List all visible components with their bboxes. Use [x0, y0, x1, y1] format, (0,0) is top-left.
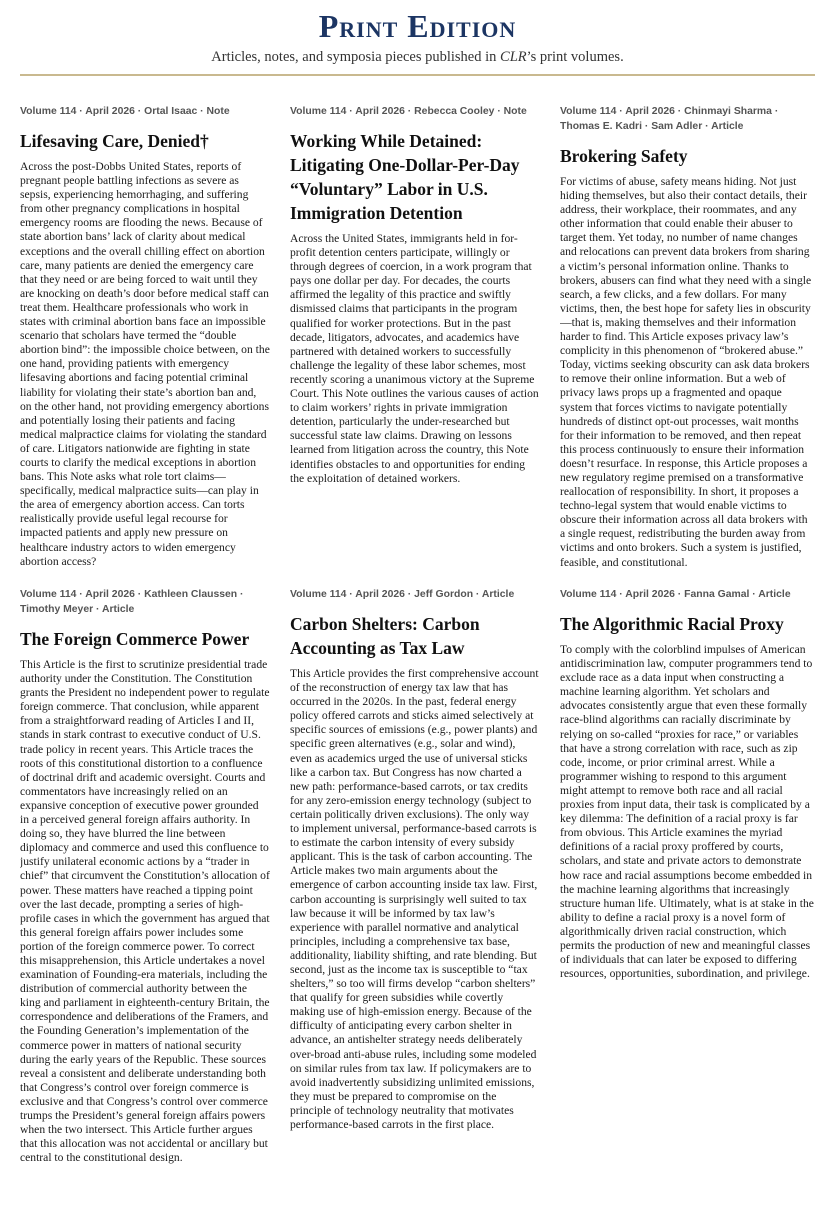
article-title-link[interactable]: The Foreign Commerce Power [20, 629, 250, 649]
article-abstract: This Article provides the first comprehensive account of the reconstruction of energy tax law that has occurred in the 2020s. In the past, federal energy policy offered carrots and sticks aimed selectively at specific sources of emissions (e.g., power plants) and specific green alternatives (e.g., solar and wind), even as academics urged the use of universal sticks like a carbon tax. But Congress has now charted a new path: performance-based carrots, or tax credits for any zero-emission energy technology (subject to certain politically driven exclusions). The only way to implement universal, performance-based carrots is to estimate the carbon intensity of every subsidy applicant. This is the task of carbon accounting. The Article makes two main arguments about the emergence of carbon accounting inside tax law. First, carbon accounting is surprisingly well suited to tax law because it will be informed by tax law’s experience with parallel normative and analytical principles, including a comprehensive tax base, additionality, liability shifting, and rate blending. But second, just as the income tax is susceptible to “tax shelters,” so too will firms develop “carbon shelters” that qualify for green subsidies while covertly making use of high-emission energy. Because of the difficulty of anticipating every carbon shelter in advance, an antishelter strategy needs deliberately over-broad anti-abuse rules, including some modeled on similar rules from tax law. If policymakers are to avoid inadvertently subsidizing unlimited emissions, they must be prepared to compromise on the principle of technology neutrality that motivates performance-based carrots in the first place. [290, 667, 539, 1131]
article-meta: Volume 114 · April 2026 · Chinmayi Sharma · Thomas E. Kadri · Sam Adler · Article [560, 106, 779, 132]
subtitle-journal-name: CLR [500, 49, 527, 65]
page-subtitle [0, 48, 835, 66]
article-abstract: Across the United States, immigrants held in for-profit detention centers participate, willingly or through degrees of coercion, in a work program that pays one dollar per day. For decades, the courts affirmed the legality of this practice and swiftly dismissed claims that participants in the program qualified for worker protections. But in the past decade, litigators, advocates, and academics have partnered with detained workers to successfully challenge the legality of these labor schemes, most recently scoring a unanimous victory at the Supreme Court. This Note outlines the various causes of action to claim workers’ rights in private immigration detention, particularly the under-researched but successful state law claims. Drawing on lessons learned from litigation across the country, this Note identifies obstacles to and opportunities for ending the exploitation of detained workers. [290, 232, 539, 485]
article-meta: Volume 114 · April 2026 · Kathleen Claussen · Timothy Meyer · Article [20, 589, 244, 615]
article-title-link[interactable]: Brokering Safety [560, 146, 688, 166]
articles-grid [20, 104, 815, 1207]
article-title-link[interactable]: Carbon Shelters: Carbon Accounting as Tax Law [290, 614, 480, 658]
header-divider [20, 74, 815, 76]
article-meta: Volume 114 · April 2026 · Rebecca Cooley · Note [290, 106, 527, 117]
article-meta: Volume 114 · April 2026 · Jeff Gordon · Article [290, 589, 515, 600]
article-meta: Volume 114 · April 2026 · Ortal Isaac · Note [20, 106, 230, 117]
article-card [290, 104, 540, 579]
article-card [290, 587, 540, 1207]
article-title-link[interactable]: Lifesaving Care, Denied† [20, 131, 209, 151]
article-card [560, 587, 815, 1207]
article-card [560, 104, 815, 579]
article-title-link[interactable]: The Algorithmic Racial Proxy [560, 614, 784, 634]
article-title-link[interactable]: Working While Detained: Litigating One-Dollar-Per-Day “Voluntary” Labor in U.S. Immigration Detention [290, 131, 520, 223]
article-abstract: Across the post-Dobbs United States, reports of pregnant people battling infections as severe as sepsis, experiencing hemorrhaging, and suffering from other pregnancy complications in hospital emergency rooms are flooding the news. Because of state abortion bans’ lack of clarity about medical exceptions and the overall chilling effect on abortion care, many patients are denied the emergency care that they need or are being forced to wait until they are knocking on death’s door before medical staff can treat them. Healthcare professionals who work in states with criminal abortion bans face an impossible scenario that scholars have termed the “double abortion bind”: the impossible choice between, on the one hand, providing patients with emergency lifesaving abortions and facing potential criminal liability for violating their state’s abortion ban and, on the other hand, not providing emergency abortions and potentially losing their patients and facing medical malpractice claims for violating the standard of care. Litigators nationwide are fighting in state courts to clarify the medical exceptions in abortion bans. This Note asks what role tort claims—specifically, medical malpractice suits—can play in the area of emergency abortion access. Can torts realistically provide useful legal recourse for impacted patients and apply new pressure on healthcare industry actors to widen emergency abortion access? [20, 160, 270, 568]
page-title: Print Edition [318, 8, 517, 44]
page-header [0, 0, 835, 66]
subtitle-text-end: ’s print volumes. [526, 49, 624, 65]
subtitle-text-start: Articles, notes, and symposia pieces published in [211, 49, 501, 65]
article-card [20, 587, 270, 1207]
article-card [20, 104, 270, 579]
article-abstract: For victims of abuse, safety means hiding. Not just hiding themselves, but also their contact details, their address, their workplace, their roommates, and any other information that could enable their abuser to target them. Yet today, no number of name changes and relocations can prevent data brokers from sharing a victim’s personal information online. Thanks to brokers, abusers can find what they need with a single search, a few clicks, and a few dollars. For many victims, then, the best hope for safety lies in obscurity—that is, making themselves and their information harder to find. This Article exposes privacy law’s complicity in this phenomenon of “brokered abuse.” Today, victims seeking obscurity can ask data brokers to remove their online information. But a web of privacy laws props up a fragmented and opaque system that forces victims to navigate potentially hundreds of distinct opt-out processes, wait months for their information to be removed, and then repeat this process continuously to ensure their information doesn’t resurface. In response, this Article proposes a new regulatory regime premised on a transformative reallocation of responsibility. In short, it proposes a techno-legal system that would enable victims to obscure their information across all data brokers with a single request, redistributing the burden away from victims and onto brokers. Such a system is justified, feasible, and constitutional. [560, 175, 812, 569]
article-abstract: This Article is the first to scrutinize presidential trade authority under the Constitution. The Constitution grants the President no independent power to regulate foreign commerce. That conclusion, while apparent from a straightforward reading of Articles I and II, stands in stark contrast to executive conduct of U.S. trade policy in recent years. This Article traces the roots of this constitutional distortion to a confluence of doctrinal drift and academic oversight. Courts and commentators have increasingly relied on an expansive conception of executive power grounded in a perceived general foreign affairs authority. In doing so, they have blurred the line between diplomacy and commerce and used this confluence to justify unilateral economic actions by a “trader in chief” that circumvent the Constitution’s allocation of power. These matters have reached a tipping point over the last decade, prompting a series of high-profile cases in which the government has argued that this general foreign affairs power includes some portion of the foreign commerce power. To correct this misapprehension, this Article undertakes a novel examination of Founding-era materials, including the distribution of commercial authority between the king and parliament in eighteenth-century Britain, the correspondence and deliberations of the Framers, and the Founding Generation’s implementation of the commerce power in matters of national security during the early years of the Republic. These sources reveal a consistent and deliberate understanding both that Congress’s control over foreign commerce is exclusive and that Congress’s control over commerce trumps the President’s general foreign affairs powers when the two intersect. This Article further argues that this allocation was not accidental or ancillary but central to the constitutional design. [20, 658, 270, 1165]
article-meta: Volume 114 · April 2026 · Fanna Gamal · Article [560, 589, 791, 600]
article-abstract: To comply with the colorblind impulses of American antidiscrimination law, computer programmers tend to exclude race as a data input when constructing a machine learning algorithm. Yet scholars and advocates consistently argue that even these formally race-blind algorithms can racially discriminate by relying on so-called “proxies for race,” or variables that have a strong correlation with race, such as zip code, income, or prior criminal arrest. While a programmer wishing to respond to this argument might attempt to remove both race and all racial proxies from input data, their task is complicated by a key dilemma: The definition of a racial proxy is far from obvious. This Article examines the myriad definitions of a racial proxy proffered by courts, scholars, and state and private actors to demonstrate how race and racial assumptions become embedded in the machine learning algorithms that increasingly structure human life. Ultimately, what is at stake in the ability to define a racial proxy is a novel form of algorithmically driven racial construction, which permits the production of new and meaningful classes of individuals that can later be exposed to differing resources, opportunities, subordination, and privilege. [560, 643, 814, 981]
